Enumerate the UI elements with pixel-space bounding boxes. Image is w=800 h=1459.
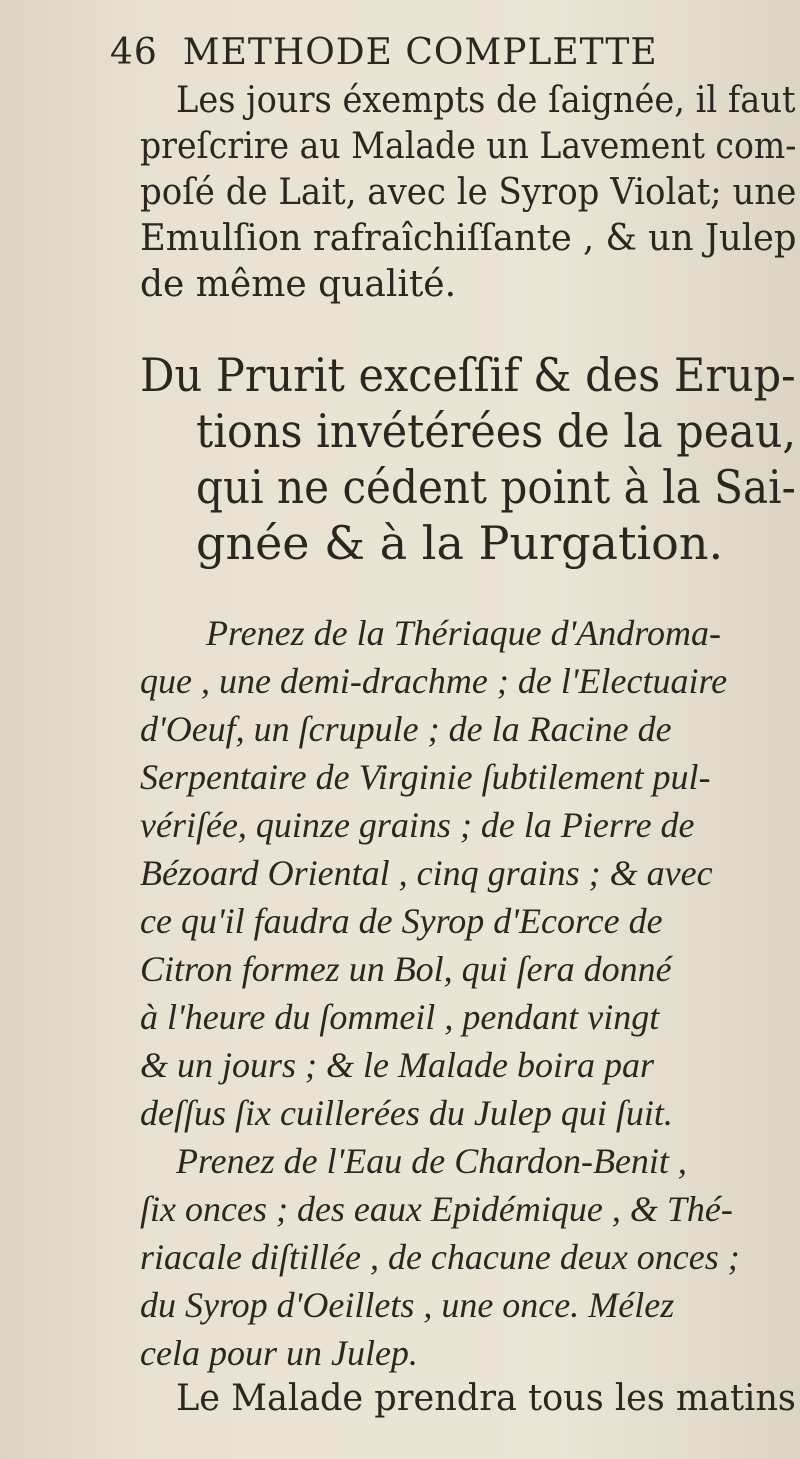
recipe-line: ſix onces ; des eaux Epidémique , & Thé- [140, 1189, 733, 1229]
recipe-line: vériſée, quinze grains ; de la Pierre de [140, 805, 695, 845]
recipe-line: Prenez de l'Eau de Chardon-Benit , [176, 1141, 687, 1181]
closing-line: Le Malade prendra tous les matins [176, 1378, 796, 1419]
paragraph-line: preſcrire au Malade un Lavement com- [140, 126, 797, 167]
recipe-line: Bézoard Oriental , cinq grains ; & avec [140, 853, 713, 893]
recipe-line: que , une demi-drachme ; de l'Electuaire [140, 661, 728, 701]
page-number: 46 [110, 32, 158, 73]
recipe-line: deſſus ſix cuillerées du Julep qui ſuit. [140, 1093, 673, 1133]
recipe-line: riacale diſtillée , de chacune deux onces ; [140, 1237, 740, 1277]
paragraph-line: de même qualité. [140, 264, 457, 305]
recipe-line: Serpentaire de Virginie ſubtilement pul- [140, 757, 711, 797]
section-heading-line: Du Prurit exceſſif & des Erup- [140, 348, 796, 402]
paragraph-line: poſé de Lait, avec le Syrop Violat; une [140, 172, 797, 213]
paragraph-line: Les jours éxempts de ſaignée, il faut [176, 80, 796, 121]
recipe-line: cela pour un Julep. [140, 1333, 418, 1373]
recipe-line: & un jours ; & le Malade boira par [140, 1045, 654, 1085]
section-heading-line: qui ne cédent point à la Sai- [196, 460, 796, 514]
recipe-line: d'Oeuf, un ſcrupule ; de la Racine de [140, 709, 672, 749]
recipe-line: Prenez de la Thériaque d'Androma- [206, 613, 721, 653]
recipe-line: ce qu'il faudra de Syrop d'Ecorce de [140, 901, 663, 941]
section-heading-line: gnée & à la Purgation. [196, 516, 724, 570]
running-head [110, 32, 658, 73]
recipe-line: à l'heure du ſommeil , pendant vingt [140, 997, 660, 1037]
running-title: METHODE COMPLETTE [182, 32, 658, 73]
section-heading-line: tions invétérées de la peau, [196, 404, 797, 458]
recipe-line: du Syrop d'Oeillets , une once. Mélez [140, 1285, 675, 1325]
paragraph-line: Emulſion rafraîchiſſante , & un Julep [140, 218, 797, 259]
recipe-line: Citron formez un Bol, qui ſera donné [140, 949, 672, 989]
